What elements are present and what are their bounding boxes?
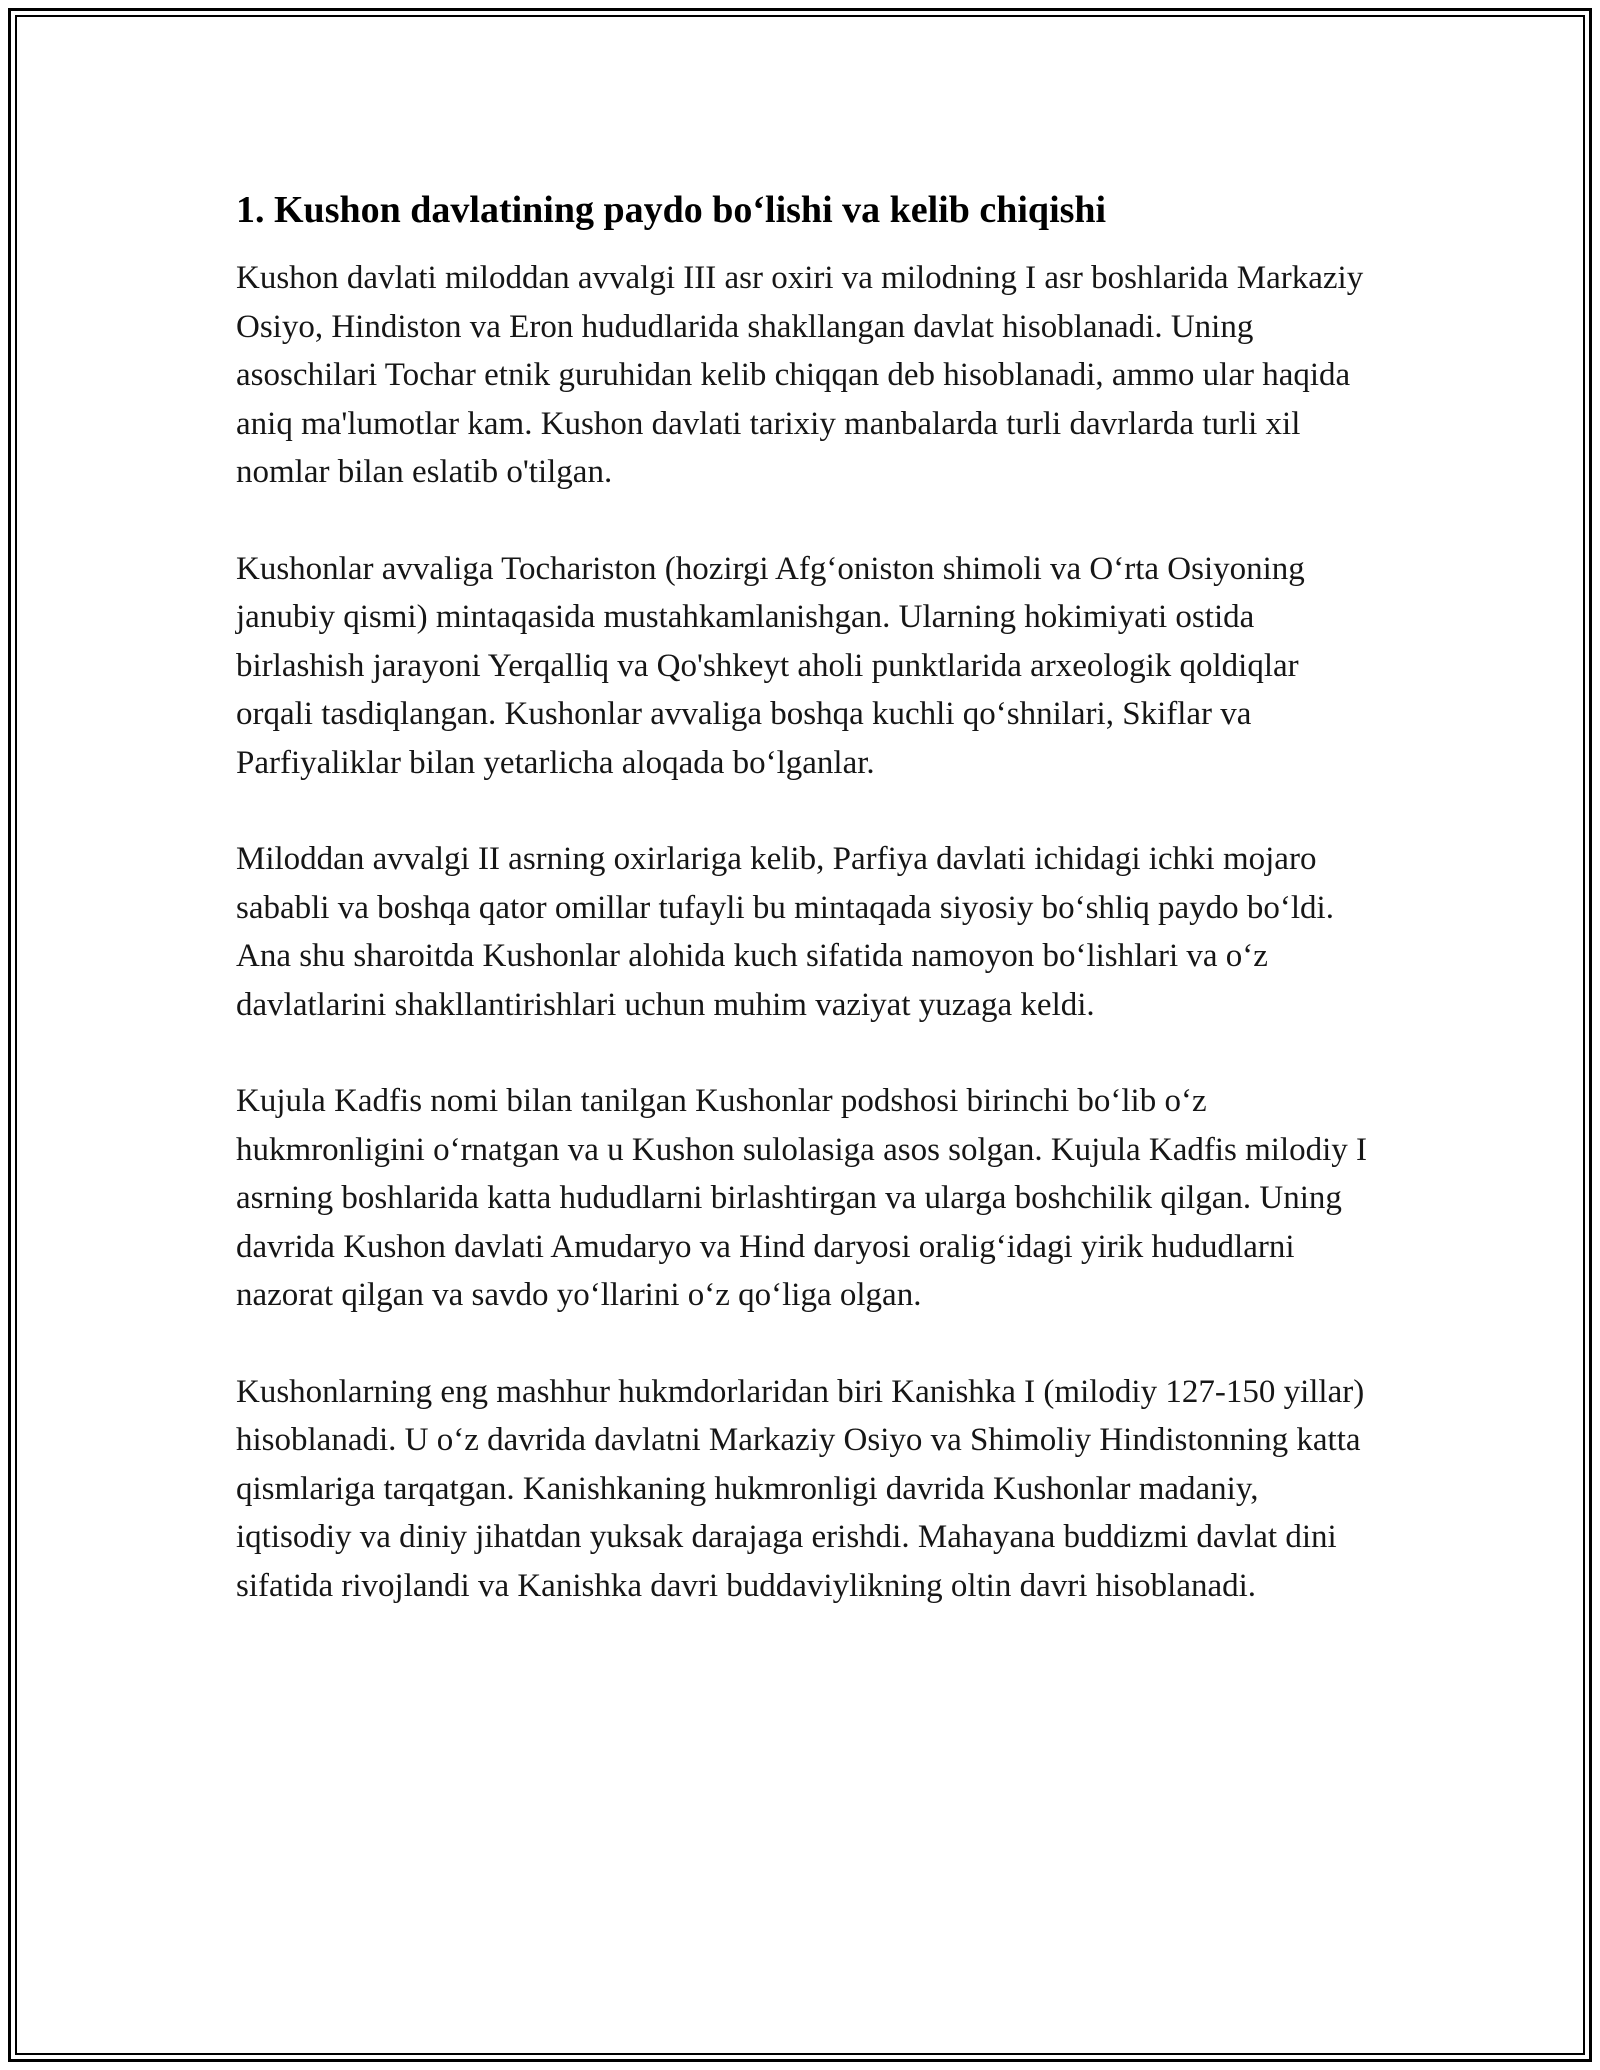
paragraph-parthian-conflict: Miloddan avvalgi II asrning oxirlariga kelib, Parfiya davlati ichidagi ichki mojaro sababli va boshqa qator omillar tufayli bu mintaqada siyosiy boʻshliq paydo boʻldi. Ana shu sharoitda Kushonlar alohida kuch sifatida namoyon boʻlishlari va oʻz davlatlarini shakllantirishlari uchun muhim vaziyat yuzaga keldi. [236,841,1334,1023]
section-heading: 1. Kushon davlatining paydo boʻlishi va kelib chiqishi [236,189,1107,231]
document-body [236,186,1370,1610]
paragraph-kanishka: Kushonlarning eng mashhur hukmdorlaridan biri Kanishka I (milodiy 127-150 yillar) hisoblanadi. U oʻz davrida davlatni Markaziy Osiyo va Shimoliy Hindistonning katta qismlariga tarqatgan. Kanishkaning hukmronligi davrida Kushonlar madaniy, iqtisodiy va diniy jihatdan yuksak darajaga erishdi. Mahayana buddizmi davlat dini sifatida rivojlandi va Kanishka davri buddaviylikning oltin davri hisoblanadi. [236,1373,1365,1604]
paragraph-origins: Kushon davlati miloddan avvalgi III asr oxiri va milodning I asr boshlarida Markaziy Osiyo, Hindiston va Eron hududlarida shakllangan davlat hisoblanadi. Uning asoschilari Tochar etnik guruhidan kelib chiqqan deb hisoblanadi, ammo ular haqida aniq ma'lumotlar kam. Kushon davlati tarixiy manbalarda turli davrlarda turli xil nomlar bilan eslatib o'tilgan. [236,260,1364,490]
paragraph-tocharistan: Kushonlar avvaliga Tochariston (hozirgi Afgʻoniston shimoli va Oʻrta Osiyoning janubiy qismi) mintaqasida mustahkamlanishgan. Ularning hokimiyati ostida birlashish jarayoni Yerqalliq va Qo'shkeyt aholi punktlarida arxeologik qoldiqlar orqali tasdiqlangan. Kushonlar avvaliga boshqa kuchli qoʻshnilari, Skiflar va Parfiyaliklar bilan yetarlicha aloqada boʻlganlar. [236,550,1305,781]
paragraph-kujula-kadfis: Kujula Kadfis nomi bilan tanilgan Kushonlar podshosi birinchi boʻlib oʻz hukmronligini oʻrnatgan va u Kushon sulolasiga asos solgan. Kujula Kadfis milodiy I asrning boshlarida katta hududlarni birlashtirgan va ularga boshchilik qilgan. Uning davrida Kushon davlati Amudaryo va Hind daryosi oraligʻidagi yirik hududlarni nazorat qilgan va savdo yoʻllarini oʻz qoʻliga olgan. [236,1083,1368,1313]
